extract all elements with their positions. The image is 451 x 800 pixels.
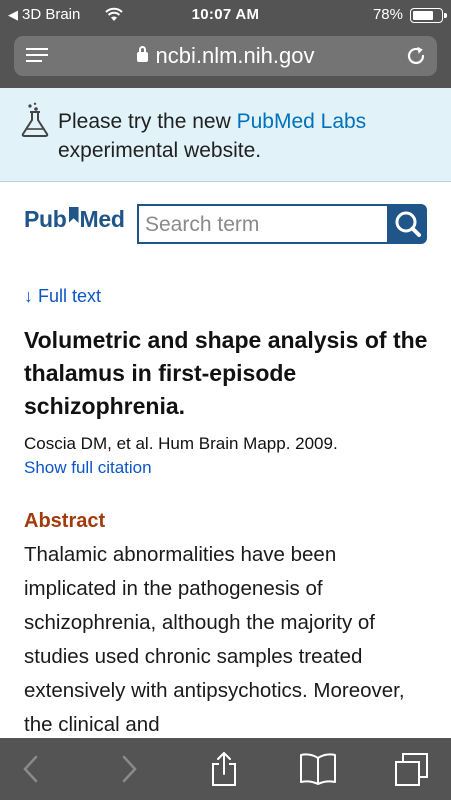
article-title: Volumetric and shape analysis of the thalamus in first-episode schizophrenia. (24, 327, 428, 419)
back-arrow-icon: ◀ (8, 6, 18, 22)
search-box[interactable] (137, 204, 389, 244)
logo-med: Med (79, 206, 125, 232)
banner-text-before: Please try the new (58, 110, 237, 133)
bookmarks-icon[interactable] (298, 752, 338, 786)
browser-chrome (0, 0, 451, 88)
search-input[interactable] (145, 212, 383, 238)
address-bar[interactable] (14, 36, 437, 76)
status-bar (0, 0, 451, 30)
flask-icon (20, 102, 50, 138)
banner-text-after: experimental website. (58, 139, 262, 162)
forward-icon[interactable] (118, 752, 140, 786)
bottom-toolbar (0, 738, 451, 800)
full-text-link[interactable]: ↓ Full text (24, 286, 102, 306)
citation: Coscia DM, et al. Hum Brain Mapp. 2009. (24, 434, 338, 453)
abstract-text: Thalamic abnormalities have been implicated in the pathogenesis of schizophrenia, although the majority of studies used chronic samples treated extensively with antipsychotics. Moreover, the clinical and (24, 543, 405, 736)
battery-fill (413, 11, 433, 20)
share-icon[interactable] (208, 752, 240, 786)
labs-banner (0, 88, 451, 182)
battery-nub (444, 13, 447, 18)
url-display[interactable] (14, 43, 437, 69)
lock-icon (137, 52, 148, 62)
battery-icon (410, 8, 443, 23)
back-app-label: 3D Brain (22, 6, 81, 23)
url-text: ncbi.nlm.nih.gov (155, 43, 315, 68)
pubmed-labs-link[interactable]: PubMed Labs (236, 110, 367, 133)
search-icon (388, 204, 427, 244)
pubmed-logo[interactable] (24, 206, 132, 242)
battery-percent: 78% (372, 6, 403, 23)
banner-message (58, 107, 438, 165)
reload-icon[interactable] (405, 45, 427, 67)
abstract-heading: Abstract (24, 510, 106, 532)
show-full-citation-link[interactable]: Show full citation (24, 458, 152, 477)
logo-pub: Pub (24, 206, 67, 232)
back-icon[interactable] (20, 752, 42, 786)
tabs-icon[interactable] (394, 752, 430, 786)
logo-bookmark-icon (69, 207, 79, 223)
search-button[interactable] (388, 204, 427, 244)
clock: 10:07 AM (191, 6, 260, 23)
